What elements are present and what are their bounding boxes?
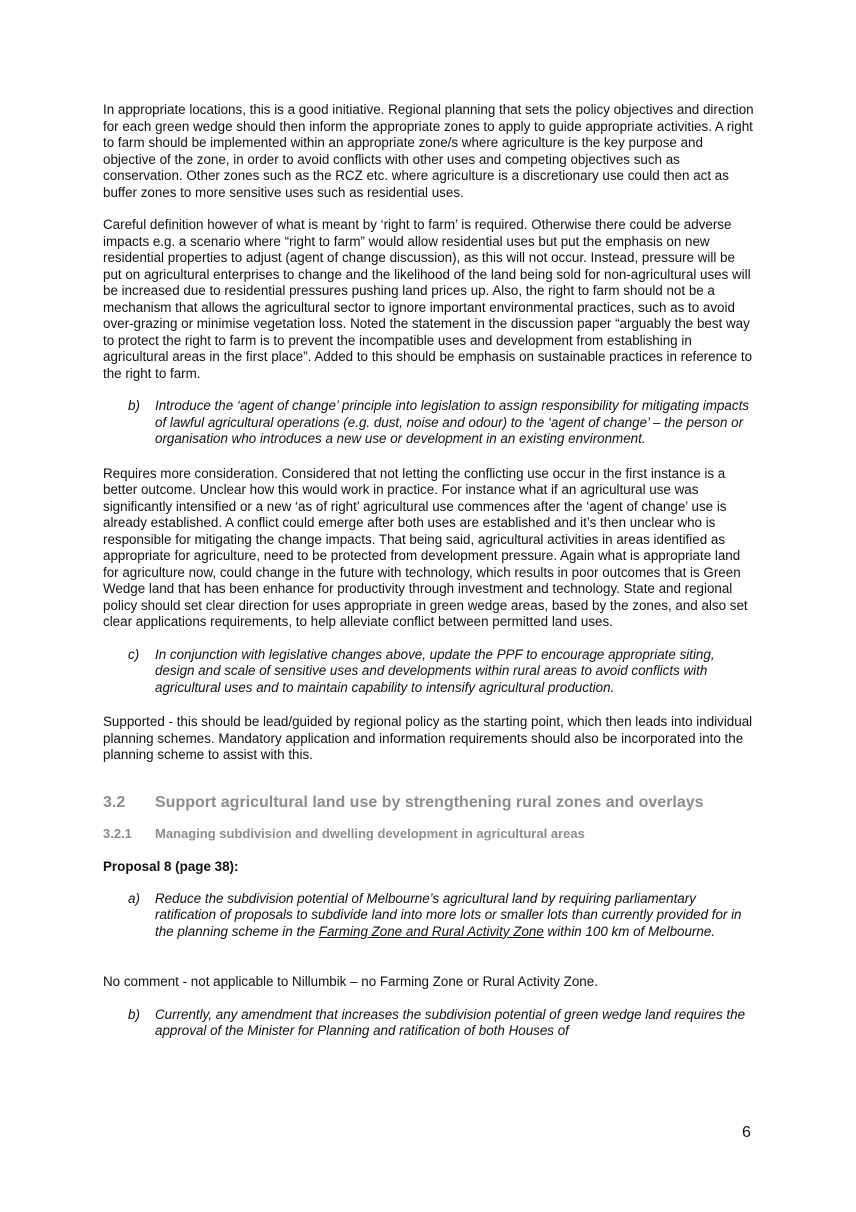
proposal-item-b-amendment	[103, 1007, 755, 1040]
item-marker: a)	[128, 890, 140, 906]
subsection-number: 3.2.1	[103, 825, 132, 841]
item-text-before: Reduce the subdivision potential of Melbourne’s agricultural land by requiring parliamentary ratification of proposals to subdivide land into more lots or smaller lots than currently provided for in the planning scheme in the	[155, 890, 742, 939]
document-page	[103, 102, 755, 1040]
page-number: 6	[742, 1124, 751, 1141]
subsection-heading	[103, 826, 755, 841]
section-heading	[103, 794, 755, 812]
item-text-after: within 100 km of Melbourne.	[543, 923, 715, 939]
item-marker: c)	[128, 646, 140, 662]
spacer	[103, 957, 755, 974]
proposal-heading: Proposal 8 (page 38):	[103, 858, 239, 874]
paragraph-definition: Careful definition however of what is meant by ‘right to farm’ is required. Otherwise there could be adverse impacts e.g. a scenario where “right to farm” would allow residential uses but put the emphasis on new residential properties to adjust (agent of change discussion), as this will not occur. Instead, pressure will be put on agricultural enterprises to change and the likelihood of the land being sold for non-agricultural uses will be increased due to residential pressures pushing land prices up. Also, the right to farm should not be a mechanism that allows the agricultural sector to ignore important environmental practices, such as to avoid over-grazing or minimise vegetation loss. Noted the statement in the discussion paper “arguably the best way to protect the right to farm is to prevent the incompatible uses and development from establishing in agricultural areas in the first place”. Added to this should be emphasis on sustainable practices in reference to the right to farm.	[103, 217, 753, 381]
item-text: In conjunction with legislative changes above, update the PPF to encourage appropriate siting, design and scale of sensitive uses and developments within rural areas to avoid conflicts with agricultural uses and to maintain capability to intensify agricultural production.	[155, 646, 715, 695]
zone-underlined-text: Farming Zone and Rural Activity Zone	[318, 923, 544, 939]
proposal-item-a-subdivision	[103, 891, 755, 941]
spacer	[103, 940, 755, 957]
item-text: Introduce the ‘agent of change’ principle into legislation to assign responsibility for mitigating impacts of lawful agricultural operations (e.g. dust, noise and odour) to the ‘agent of change’ – the person or organisation who introduces a new use or development in an existing environment.	[155, 398, 749, 446]
section-title: Support agricultural land use by strengthening rural zones and overlays	[155, 793, 704, 811]
item-marker: b)	[128, 1006, 140, 1022]
item-text: Currently, any amendment that increases the subdivision potential of green wedge land requires the approval of the Minister for Planning and ratification of both Houses of	[155, 1006, 746, 1038]
proposal-item-c-ppf	[103, 647, 755, 697]
proposal-item-b-agent-of-change	[103, 398, 755, 448]
section-number: 3.2	[103, 793, 126, 811]
subsection-title: Managing subdivision and dwelling development in agricultural areas	[155, 825, 585, 841]
paragraph-right-to-farm: In appropriate locations, this is a good initiative. Regional planning that sets the policy objectives and direction for each green wedge should then inform the appropriate zones to apply to guide appropriate activities. A right to farm should be implemented within an appropriate zone/s where agriculture is the key purpose and objective of the zone, in order to avoid conflicts with other uses and competing objectives such as conservation. Other zones such as the RCZ etc. where agriculture is a discretionary use could then act as buffer zones to more sensitive uses such as residential uses.	[103, 102, 754, 200]
paragraph-no-comment: No comment - not applicable to Nillumbik – no Farming Zone or Rural Activity Zone.	[103, 974, 598, 989]
paragraph-supported: Supported - this should be lead/guided by regional policy as the starting point, which then leads into individual planning schemes. Mandatory application and information requirements should also be incorporated into the planning scheme to assist with this.	[103, 714, 753, 762]
item-marker: b)	[128, 398, 140, 413]
paragraph-more-consideration: Requires more consideration. Considered that not letting the conflicting use occur in the first instance is a better outcome. Unclear how this would work in practice. For instance what if an agricultural use was significantly intensified or a new ‘as of right’ agricultural use commences after the ‘agent of change’ use is already established. A conflict could emerge after both uses are established and it’s then unclear who is responsible for mitigating the change impacts. That being said, agricultural activities in areas identified as appropriate for agriculture, need to be protected from development pressure. Again what is appropriate land for agriculture now, could change in the future with technology, which results in poor outcomes that is Green Wedge land that has been enhance for productivity through investment and technology. State and regional policy should set clear direction for uses appropriate in green wedge areas, based by the zones, and also set clear applications requirements, to help alleviate conflict between permitted land uses.	[103, 465, 748, 629]
